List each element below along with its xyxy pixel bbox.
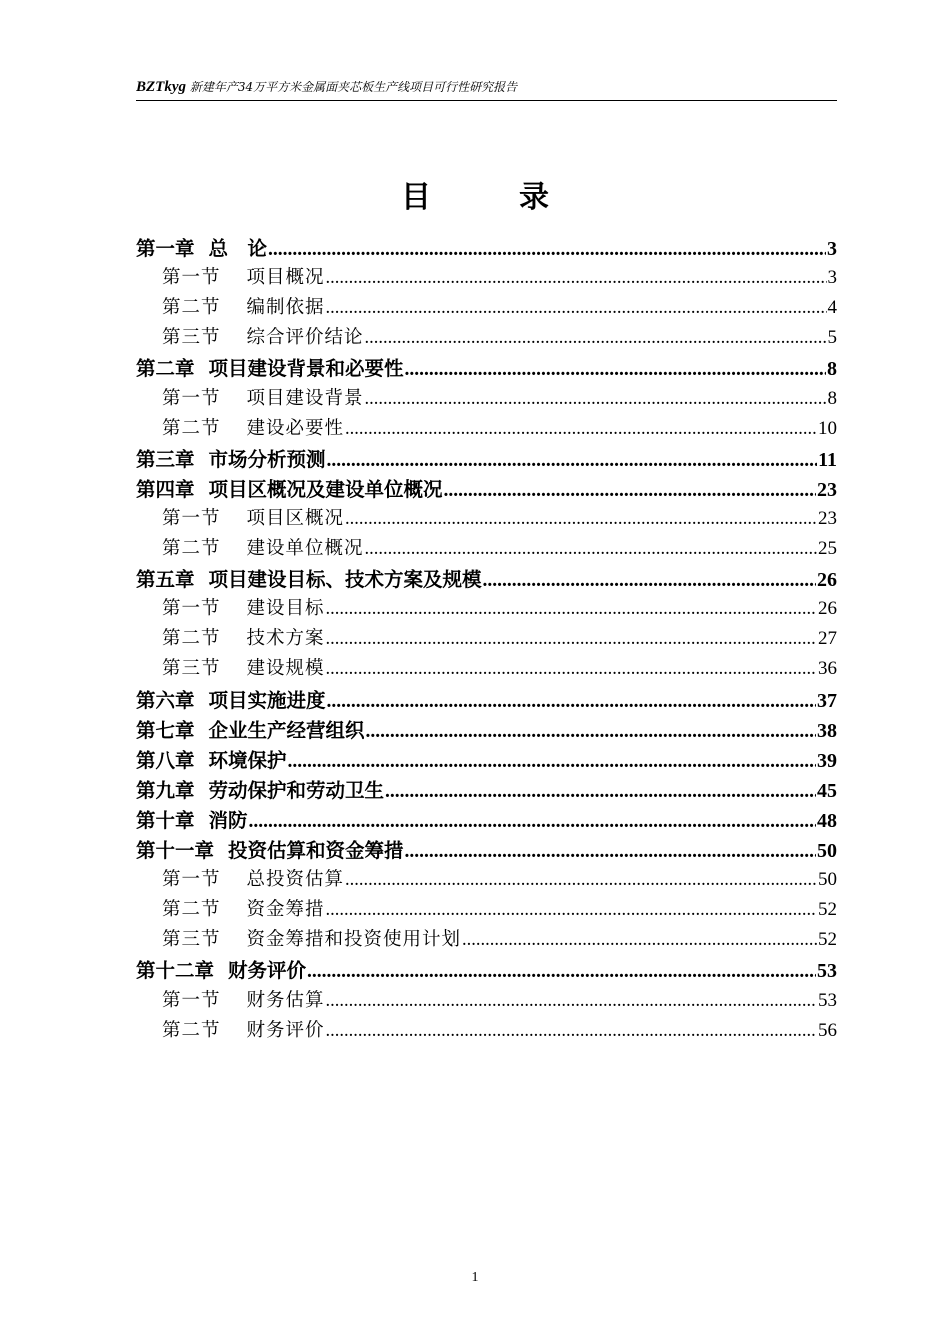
toc-page-number: 39 bbox=[817, 749, 837, 772]
toc-chapter-entry[interactable] bbox=[136, 685, 837, 713]
toc-leader-dots bbox=[327, 691, 816, 713]
toc-entry-label bbox=[136, 233, 267, 261]
toc-section-entry[interactable] bbox=[162, 895, 837, 921]
toc-leader-dots bbox=[385, 781, 816, 803]
toc-leader-dots bbox=[326, 629, 817, 650]
toc-leader-dots bbox=[327, 450, 818, 472]
toc-leader-dots bbox=[326, 1021, 817, 1042]
toc-entry-number: 第一节 bbox=[162, 869, 221, 891]
toc-entry-text: 财务评价 bbox=[246, 1019, 325, 1041]
toc-leader-dots bbox=[326, 599, 817, 620]
toc-entry-text: 综合评价结论 bbox=[246, 327, 364, 349]
toc-entry-label bbox=[162, 293, 325, 319]
toc-leader-dots bbox=[326, 268, 827, 289]
running-header bbox=[136, 78, 837, 101]
toc-page-number: 23 bbox=[817, 478, 837, 501]
toc-entry-number: 第十一章 bbox=[136, 839, 215, 862]
toc-leader-dots bbox=[365, 389, 827, 410]
toc-title: 目录 bbox=[401, 180, 637, 215]
toc-leader-dots bbox=[326, 900, 817, 921]
toc-entry-number: 第一节 bbox=[162, 989, 221, 1011]
toc-page-number: 48 bbox=[817, 809, 837, 832]
toc-entry-text: 总 论 bbox=[208, 237, 268, 260]
toc-entry-number: 第一节 bbox=[162, 598, 221, 620]
toc-page-number: 25 bbox=[818, 538, 837, 559]
toc-entry-label bbox=[136, 805, 248, 833]
toc-entry-number: 第九章 bbox=[136, 778, 195, 802]
toc-entry-label bbox=[136, 955, 306, 983]
toc-chapter-entry[interactable] bbox=[136, 715, 837, 743]
toc-entry-text: 建设单位概况 bbox=[246, 538, 364, 559]
toc-entry-text: 项目建设目标、技术方案及规模 bbox=[208, 568, 482, 592]
toc-page-number: 45 bbox=[817, 779, 837, 802]
toc-entry-text: 建设规模 bbox=[246, 658, 325, 680]
toc-page-number: 56 bbox=[818, 1019, 837, 1041]
toc-leader-dots bbox=[288, 751, 816, 773]
toc-leader-dots bbox=[326, 298, 827, 319]
toc-entry-number: 第一节 bbox=[162, 267, 221, 289]
toc-entry-number: 第六章 bbox=[136, 688, 195, 712]
toc-leader-dots bbox=[345, 509, 817, 530]
toc-page-number: 38 bbox=[817, 719, 837, 742]
toc-entry-label bbox=[162, 624, 325, 650]
toc-leader-dots bbox=[326, 659, 817, 680]
toc-entry-label bbox=[162, 654, 325, 680]
toc-leader-dots bbox=[444, 480, 816, 502]
toc-entry-text: 建设必要性 bbox=[246, 417, 345, 439]
toc-section-entry[interactable] bbox=[162, 263, 837, 289]
toc-chapter-entry[interactable] bbox=[136, 353, 837, 381]
toc-section-entry[interactable] bbox=[162, 384, 837, 410]
toc-leader-dots bbox=[268, 239, 826, 261]
toc-page-number: 11 bbox=[818, 448, 837, 471]
toc-entry-label bbox=[162, 323, 364, 349]
toc-page-number: 53 bbox=[818, 989, 837, 1011]
toc-page-number: 26 bbox=[817, 569, 837, 592]
toc-entry-number: 第二章 bbox=[136, 357, 195, 381]
toc-entry-text: 环境保护 bbox=[208, 748, 287, 772]
toc-page-number: 37 bbox=[817, 689, 837, 712]
toc-entry-number: 第三节 bbox=[162, 327, 221, 349]
toc-leader-dots bbox=[405, 841, 816, 863]
toc-chapter-entry[interactable] bbox=[136, 233, 837, 261]
toc-entry-text: 资金筹措 bbox=[246, 899, 325, 921]
header-code: BZTkyg bbox=[136, 79, 186, 95]
toc-entry-label bbox=[136, 715, 365, 743]
toc-entry-number: 第一章 bbox=[136, 237, 195, 260]
toc-entry-label bbox=[136, 835, 404, 863]
toc-entry-label bbox=[162, 594, 325, 620]
toc-entry-number: 第二节 bbox=[162, 628, 221, 650]
toc-entry-number: 第一节 bbox=[162, 507, 221, 529]
toc-leader-dots bbox=[365, 328, 827, 349]
toc-entry-number: 第二节 bbox=[162, 1019, 221, 1041]
toc-entry-text: 项目实施进度 bbox=[208, 688, 326, 712]
toc-page-number: 3 bbox=[827, 238, 837, 260]
toc-page-number: 27 bbox=[818, 628, 837, 650]
toc-entry-label bbox=[136, 685, 326, 713]
toc-section-entry[interactable] bbox=[162, 534, 837, 560]
toc-page-number: 8 bbox=[827, 358, 837, 381]
toc-entry-label bbox=[162, 414, 344, 440]
toc-entry-label bbox=[136, 775, 384, 803]
toc-entry-number: 第二节 bbox=[162, 297, 221, 319]
toc-entry-number: 第二节 bbox=[162, 899, 221, 921]
toc-page-number: 23 bbox=[818, 507, 837, 529]
toc-entry-number: 第七章 bbox=[136, 718, 195, 742]
toc-leader-dots bbox=[326, 991, 817, 1012]
toc-entry-text: 市场分析预测 bbox=[208, 447, 326, 471]
toc-entry-number: 第四章 bbox=[136, 477, 195, 501]
toc-page-number: 3 bbox=[827, 267, 837, 289]
toc-leader-dots bbox=[345, 419, 817, 440]
toc-page-number: 52 bbox=[818, 899, 837, 921]
toc-entry-label bbox=[162, 534, 364, 560]
toc-section-entry[interactable] bbox=[162, 323, 837, 349]
toc-chapter-entry[interactable] bbox=[136, 745, 837, 773]
toc-entry-number: 第三章 bbox=[136, 447, 195, 471]
header-title: 新建年产34万平方米金属面夹芯板生产线项目可行性研究报告 bbox=[189, 80, 518, 94]
toc-entry-text: 建设目标 bbox=[246, 598, 325, 620]
toc-section-entry[interactable] bbox=[162, 293, 837, 319]
toc-page-number: 52 bbox=[818, 929, 837, 951]
toc-leader-dots bbox=[462, 930, 817, 951]
toc-entry-label bbox=[136, 745, 287, 773]
toc-entry-label bbox=[136, 474, 443, 502]
toc-entry-text: 技术方案 bbox=[246, 628, 325, 650]
toc-entry-text: 总投资估算 bbox=[246, 869, 345, 891]
toc-entry-number: 第一节 bbox=[162, 387, 221, 409]
toc-entry-text: 资金筹措和投资使用计划 bbox=[246, 929, 462, 951]
toc-entry-label bbox=[162, 895, 325, 921]
toc-section-entry[interactable] bbox=[162, 986, 837, 1012]
toc-section-entry[interactable] bbox=[162, 504, 837, 530]
toc-leader-dots bbox=[405, 359, 826, 381]
page-number: 1 bbox=[471, 1270, 479, 1285]
toc-entry-number: 第二节 bbox=[162, 538, 221, 559]
toc-section-entry[interactable] bbox=[162, 624, 837, 650]
toc-leader-dots bbox=[365, 539, 817, 560]
toc-entry-label bbox=[162, 925, 461, 951]
toc-entry-number: 第三节 bbox=[162, 658, 221, 680]
toc-chapter-entry[interactable] bbox=[136, 835, 837, 863]
toc-section-entry[interactable] bbox=[162, 865, 837, 891]
toc-entry-label bbox=[162, 986, 325, 1012]
toc-entry-text: 企业生产经营组织 bbox=[208, 718, 365, 742]
toc-entry-text: 财务评价 bbox=[228, 959, 307, 983]
toc-section-entry[interactable] bbox=[162, 594, 837, 620]
toc-entry-label bbox=[162, 865, 344, 891]
toc-entry-label bbox=[136, 353, 404, 381]
toc-section-entry[interactable] bbox=[162, 1016, 837, 1042]
toc-chapter-entry[interactable] bbox=[136, 444, 837, 472]
toc-section-entry[interactable] bbox=[162, 654, 837, 680]
toc-leader-dots bbox=[366, 721, 816, 743]
toc-entry-label bbox=[136, 444, 326, 472]
toc-entry-text: 劳动保护和劳动卫生 bbox=[208, 778, 385, 802]
toc-page-number: 50 bbox=[817, 840, 837, 862]
toc-leader-dots bbox=[483, 570, 816, 592]
toc-chapter-entry[interactable] bbox=[136, 564, 837, 592]
toc-entry-label bbox=[162, 263, 325, 289]
toc-entry-text: 消防 bbox=[208, 808, 248, 832]
toc-entry-text: 投资估算和资金筹措 bbox=[228, 839, 404, 862]
toc-section-entry[interactable] bbox=[162, 414, 837, 440]
toc-entry-label bbox=[162, 504, 344, 530]
toc-page-number: 36 bbox=[818, 658, 837, 680]
toc-entry-number: 第八章 bbox=[136, 748, 195, 772]
toc-chapter-entry[interactable] bbox=[136, 805, 837, 833]
toc-entry-label bbox=[162, 1016, 325, 1042]
toc-page-number: 10 bbox=[818, 417, 837, 439]
toc-entry-number: 第十二章 bbox=[136, 959, 215, 983]
toc-entry-text: 项目概况 bbox=[246, 267, 325, 289]
toc-entry-label bbox=[136, 564, 482, 592]
toc-page-number: 4 bbox=[827, 297, 837, 319]
toc-entry-text: 项目区概况 bbox=[246, 507, 345, 529]
toc-entry-text: 编制依据 bbox=[246, 297, 325, 319]
toc-section-entry[interactable] bbox=[162, 925, 837, 951]
toc-chapter-entry[interactable] bbox=[136, 775, 837, 803]
toc-page-number: 26 bbox=[818, 598, 837, 620]
toc-leader-dots bbox=[249, 811, 816, 833]
toc-chapter-entry[interactable] bbox=[136, 474, 837, 502]
toc-entry-text: 项目建设背景和必要性 bbox=[208, 357, 404, 381]
toc-entry-number: 第二节 bbox=[162, 417, 221, 439]
toc-entry-text: 财务估算 bbox=[246, 989, 325, 1011]
toc-entry-number: 第三节 bbox=[162, 929, 221, 951]
toc-page-number: 8 bbox=[827, 387, 837, 409]
toc-entry-label bbox=[162, 384, 364, 410]
toc-entry-text: 项目建设背景 bbox=[246, 387, 364, 409]
toc-entry-text: 项目区概况及建设单位概况 bbox=[208, 477, 443, 501]
toc-chapter-entry[interactable] bbox=[136, 955, 837, 983]
toc-page-number: 53 bbox=[817, 960, 837, 983]
toc-entry-number: 第十章 bbox=[136, 808, 195, 832]
toc-entry-number: 第五章 bbox=[136, 568, 195, 592]
toc-leader-dots bbox=[345, 870, 817, 891]
toc-page-number: 5 bbox=[827, 327, 837, 349]
toc-page-number: 50 bbox=[818, 869, 837, 891]
toc-leader-dots bbox=[307, 961, 816, 983]
